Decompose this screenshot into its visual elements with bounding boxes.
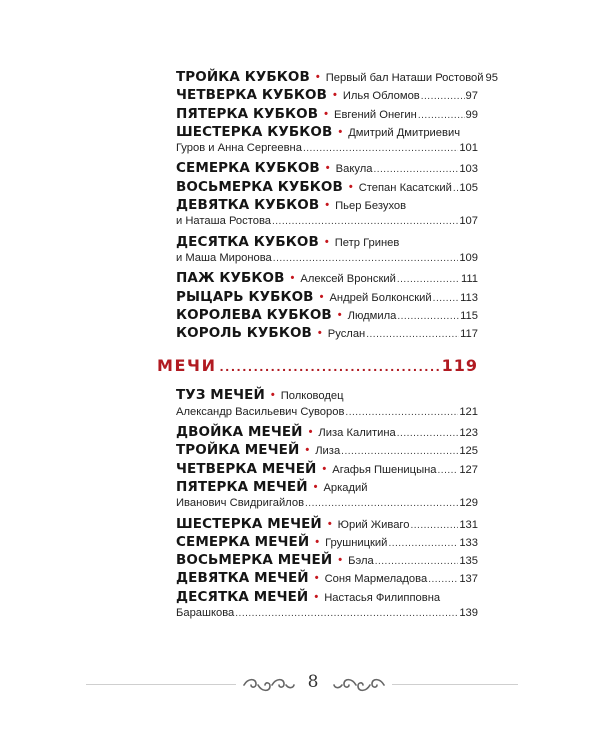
entry-description: Людмила: [347, 309, 397, 322]
entry-description: Андрей Болконский: [329, 291, 432, 304]
bullet-dot-icon: •: [308, 426, 313, 439]
entry-page-number: 127: [459, 463, 478, 476]
entry-page-number: 125: [459, 445, 478, 458]
entry-title: ДВОЙКА МЕЧЕЙ: [176, 424, 303, 441]
toc-entry[interactable]: [176, 442, 478, 460]
dot-leader: [373, 164, 458, 175]
toc-entry-line: [176, 534, 478, 552]
toc-entry[interactable]: [176, 197, 478, 234]
entry-title: ДЕСЯТКА КУБКОВ: [176, 233, 319, 250]
entry-page-number: 109: [459, 251, 478, 264]
entry-title: ТРОЙКА КУБКОВ: [176, 69, 310, 85]
toc-entry[interactable]: [176, 160, 478, 178]
entry-description: Руслан: [327, 328, 366, 341]
entry-description: Юрий Живаго: [337, 518, 410, 531]
entry-title: КОРОЛЬ КУБКОВ: [176, 325, 312, 342]
toc-entry-line: [176, 252, 478, 270]
entry-page-number: 103: [459, 163, 478, 176]
toc-entry[interactable]: [176, 325, 478, 343]
toc-entry[interactable]: [176, 270, 478, 288]
entry-description: Полководец: [280, 390, 344, 403]
dot-leader: [366, 329, 459, 340]
dot-leader: [453, 183, 458, 194]
bullet-dot-icon: •: [324, 107, 328, 120]
dot-leader: [235, 608, 458, 619]
dot-leader: [345, 407, 458, 418]
dot-leader: [428, 574, 458, 585]
entry-page-number: 95: [485, 72, 498, 84]
bullet-dot-icon: •: [348, 180, 353, 193]
dot-leader: [421, 91, 465, 102]
dot-leader: [438, 465, 459, 476]
entry-description: Дмитрий Дмитриевич: [348, 126, 461, 139]
entry-description: Аркадий: [323, 481, 368, 494]
entry-description: Евгений Онегин: [334, 108, 417, 121]
entry-title: ПЯТЕРКА МЕЧЕЙ: [176, 478, 308, 495]
toc-entry-line: [176, 516, 478, 534]
toc-entry-line: [176, 387, 478, 405]
entry-description-continued: Иванович Свидригайлов: [176, 497, 305, 510]
section-heading-swords[interactable]: [157, 356, 478, 386]
entry-title: СЕМЕРКА МЕЧЕЙ: [176, 533, 310, 550]
toc-entry-line: [176, 325, 478, 343]
bullet-dot-icon: •: [338, 125, 343, 138]
entry-description: Первый бал Наташи Ростовой: [325, 72, 484, 84]
table-of-contents: [157, 69, 498, 625]
entry-description: Настасья Филипповна: [324, 591, 441, 604]
right-flourish-icon: [332, 674, 388, 696]
entry-description: Пьер Безухов: [335, 200, 407, 213]
dot-leader: [397, 311, 459, 322]
bullet-dot-icon: •: [270, 389, 275, 402]
toc-entry[interactable]: [176, 516, 478, 534]
entry-page-number: 135: [459, 555, 478, 568]
bullet-dot-icon: •: [290, 272, 295, 285]
entry-page-number: 129: [459, 497, 478, 510]
page-footer: [0, 670, 600, 700]
toc-entry-line: [176, 124, 478, 142]
toc-entry-line: [176, 160, 478, 178]
toc-entry-line: [176, 461, 478, 479]
entry-page-number: 121: [459, 405, 478, 418]
entry-description: Алексей Вронский: [300, 273, 396, 286]
entry-page-number: 131: [459, 518, 478, 531]
entry-page-number: 117: [460, 328, 478, 341]
toc-entry-line: [176, 497, 478, 515]
section-page-number: 119: [441, 356, 478, 376]
entry-title: ТУЗ МЕЧЕЙ: [176, 387, 265, 404]
bullet-dot-icon: •: [322, 462, 327, 475]
entry-page-number: 115: [460, 309, 478, 322]
toc-entry[interactable]: [176, 552, 478, 570]
bullet-dot-icon: •: [315, 71, 320, 83]
entry-page-number: 105: [459, 181, 478, 194]
toc-entry-line: [176, 607, 478, 625]
section-title: МЕЧИ: [157, 356, 217, 376]
entry-title: КОРОЛЕВА КУБКОВ: [176, 306, 332, 323]
entry-description-continued: Александр Васильевич Суворов: [176, 405, 345, 418]
entry-title: ТРОЙКА МЕЧЕЙ: [176, 442, 300, 459]
dot-leader: [397, 274, 460, 285]
dot-leader: [433, 293, 459, 304]
entry-page-number: 101: [459, 142, 478, 155]
left-flourish-icon: [240, 674, 296, 696]
toc-entry[interactable]: [176, 87, 478, 105]
entry-title: СЕМЕРКА КУБКОВ: [176, 160, 320, 177]
entry-description: Лиза: [315, 445, 341, 458]
dot-leader: [418, 110, 465, 121]
entry-title: ВОСЬМЕРКА КУБКОВ: [176, 178, 343, 195]
entry-description-continued: и Наташа Ростова: [176, 215, 271, 228]
section-dot-leader: [220, 358, 439, 374]
entry-description: Илья Обломов: [342, 90, 420, 103]
entry-page-number: 111: [460, 273, 478, 286]
toc-entry-line: [176, 424, 478, 442]
toc-entry[interactable]: [176, 307, 478, 325]
dot-leader: [273, 253, 459, 264]
toc-entry-line: [176, 479, 478, 497]
toc-entry[interactable]: [176, 289, 478, 307]
bullet-dot-icon: •: [324, 235, 329, 248]
toc-entry[interactable]: [176, 124, 478, 161]
toc-entry[interactable]: [176, 461, 478, 479]
entry-description: Степан Касатский: [358, 181, 452, 194]
entry-title: ДЕВЯТКА КУБКОВ: [176, 197, 320, 214]
bullet-dot-icon: •: [315, 535, 320, 548]
entry-page-number: 123: [459, 427, 478, 440]
entry-title: ДЕВЯТКА МЕЧЕЙ: [176, 570, 309, 587]
bullet-dot-icon: •: [317, 327, 322, 340]
entry-description-continued: Барашкова: [176, 607, 235, 620]
entry-title: ДЕСЯТКА МЕЧЕЙ: [176, 588, 309, 605]
page-number: 8: [307, 672, 319, 692]
entry-title: ВОСЬМЕРКА МЕЧЕЙ: [176, 552, 333, 569]
entry-description-continued: Гуров и Анна Сергеевна: [176, 142, 302, 155]
toc-entry-line: [176, 552, 478, 570]
toc-entry[interactable]: [176, 387, 478, 424]
toc-entry-line: [176, 289, 478, 307]
cups-entries: [176, 69, 498, 343]
toc-entry-line: [176, 406, 478, 424]
entry-description-continued: и Маша Миронова: [176, 251, 272, 264]
dot-leader: [303, 143, 458, 154]
entry-title: ШЕСТЕРКА МЕЧЕЙ: [176, 515, 322, 532]
toc-entry-line: [176, 142, 478, 160]
toc-entry-line: [176, 106, 478, 124]
entry-title: ПАЖ КУБКОВ: [176, 270, 285, 287]
entry-page-number: 133: [459, 536, 478, 549]
bullet-dot-icon: •: [325, 162, 330, 175]
toc-entry-line: [176, 270, 478, 288]
footer-rule-left: [86, 684, 236, 685]
toc-entry[interactable]: [176, 479, 478, 516]
toc-entry[interactable]: [176, 534, 478, 552]
toc-entry-line: [176, 215, 478, 233]
entry-title: ЧЕТВЕРКА КУБКОВ: [176, 87, 327, 104]
bullet-dot-icon: •: [337, 308, 342, 321]
bullet-dot-icon: •: [332, 89, 337, 102]
dot-leader: [272, 216, 458, 227]
entry-description: Грушницкий: [325, 536, 388, 549]
dot-leader: [397, 428, 459, 439]
entry-page-number: 113: [460, 291, 478, 304]
entry-description: Агафья Пшеницына: [332, 463, 437, 476]
toc-entry-line: [176, 234, 478, 252]
entry-description: Бэла: [348, 555, 374, 568]
entry-description: Петр Гринев: [334, 236, 400, 249]
entry-page-number: 107: [459, 215, 478, 228]
entry-page-number: 97: [465, 90, 478, 103]
bullet-dot-icon: •: [325, 199, 330, 212]
bullet-dot-icon: •: [327, 517, 332, 530]
entry-page-number: 137: [459, 573, 478, 586]
toc-entry-line: [176, 69, 498, 87]
entry-title: РЫЦАРЬ КУБКОВ: [176, 288, 314, 305]
entry-page-number: 99: [465, 108, 478, 121]
toc-entry-line: [176, 442, 478, 460]
toc-entry[interactable]: [176, 69, 498, 87]
bullet-dot-icon: •: [338, 554, 343, 567]
bullet-dot-icon: •: [314, 590, 319, 603]
entry-page-number: 139: [459, 607, 478, 620]
toc-entry[interactable]: [176, 234, 478, 271]
toc-entry-line: [176, 589, 478, 607]
bullet-dot-icon: •: [305, 444, 310, 457]
dot-leader: [388, 538, 458, 549]
toc-entry[interactable]: [176, 570, 478, 588]
toc-entry-line: [176, 307, 478, 325]
toc-entry-line: [176, 570, 478, 588]
toc-entry-line: [176, 197, 478, 215]
entry-title: ПЯТЕРКА КУБКОВ: [176, 105, 319, 122]
dot-leader: [341, 446, 458, 457]
toc-entry-line: [176, 179, 478, 197]
toc-entry-line: [176, 87, 478, 105]
bullet-dot-icon: •: [313, 480, 318, 493]
bullet-dot-icon: •: [314, 572, 319, 585]
toc-entry[interactable]: [176, 179, 478, 197]
entry-title: ЧЕТВЕРКА МЕЧЕЙ: [176, 460, 317, 477]
entry-description: Вакула: [335, 163, 373, 176]
entry-description: Лиза Калитина: [318, 427, 396, 440]
toc-entry[interactable]: [176, 424, 478, 442]
dot-leader: [410, 520, 458, 531]
toc-entry[interactable]: [176, 106, 478, 124]
swords-entries: [176, 387, 478, 625]
entry-title: ШЕСТЕРКА КУБКОВ: [176, 123, 333, 140]
dot-leader: [305, 498, 458, 509]
dot-leader: [375, 556, 459, 567]
entry-description: Соня Мармеладова: [324, 573, 428, 586]
bullet-dot-icon: •: [319, 290, 324, 303]
footer-rule-right: [392, 684, 518, 685]
toc-entry[interactable]: [176, 589, 478, 626]
